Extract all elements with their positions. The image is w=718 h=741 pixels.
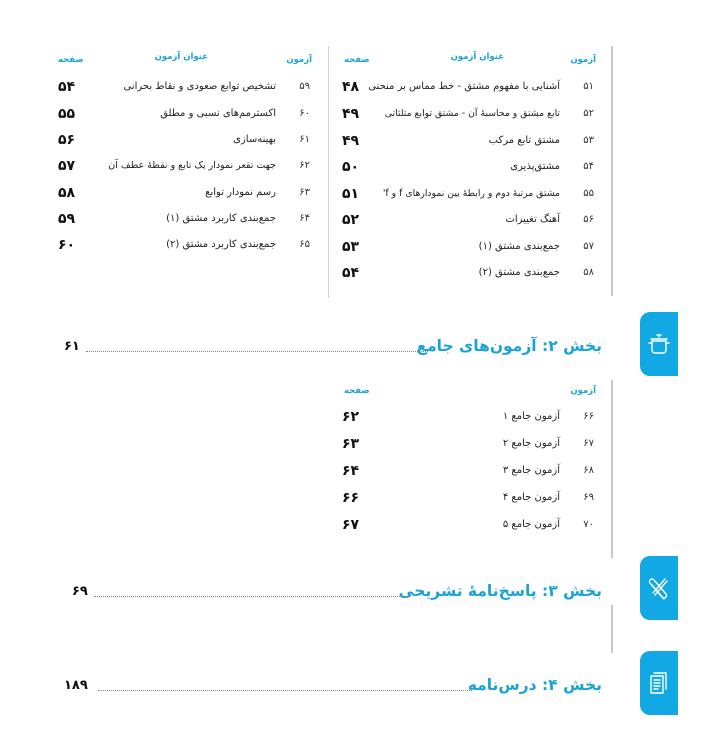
section2-tab[interactable] — [640, 312, 678, 376]
test-number: ۶۷ — [583, 438, 594, 449]
page-number: ۵۸ — [58, 185, 76, 201]
table-row[interactable] — [342, 438, 594, 462]
table-row[interactable] — [342, 161, 594, 185]
test-number: ۶۱ — [299, 134, 310, 145]
page-number: ۵۶ — [58, 132, 76, 148]
test-title: مشتق‌پذیری — [510, 161, 560, 172]
test-number: ۶۳ — [299, 187, 310, 198]
page-number: ۴۸ — [342, 79, 360, 95]
table-row[interactable] — [58, 160, 310, 184]
test-title: جمع‌بندی کاربرد مشتق (۱) — [166, 213, 276, 224]
test-number: ۵۷ — [583, 241, 594, 252]
test-number: ۵۶ — [583, 214, 594, 225]
page-number: ۵۲ — [342, 212, 360, 228]
section4-page-number: ۱۸۹ — [64, 678, 88, 693]
page-number: ۵۳ — [342, 239, 360, 255]
table-row[interactable] — [342, 492, 594, 516]
test-title: تابع مشتق و محاسبهٔ آن - مشتق توابع مثلثاتی — [384, 108, 560, 119]
page-number: ۶۰ — [58, 237, 76, 253]
page-number: ۶۴ — [342, 463, 360, 479]
test-number: ۷۰ — [583, 519, 594, 530]
table-row[interactable] — [342, 411, 594, 435]
right-margin-line-bottom — [611, 605, 613, 653]
left-col-page-header: صفحه — [58, 55, 84, 65]
test-title: آهنگ تغییرات — [505, 214, 560, 225]
test-number: ۵۴ — [583, 161, 594, 172]
page-number: ۵۱ — [342, 186, 360, 202]
table-row[interactable] — [58, 81, 310, 105]
page-number: ۴۹ — [342, 106, 360, 122]
test-title: مشتق تابع مرکب — [488, 135, 560, 146]
test-number: ۶۵ — [299, 239, 310, 250]
test-title: بهینه‌سازی — [233, 134, 276, 145]
page-number: ۶۳ — [342, 436, 360, 452]
section3-title[interactable]: بخش ۳: پاسخ‌نامهٔ تشریحی — [398, 582, 602, 600]
section4-title[interactable]: بخش ۴: درس‌نامه — [467, 676, 602, 694]
page-number: ۵۹ — [58, 211, 76, 227]
notes-icon — [646, 669, 672, 697]
page-number: ۶۷ — [342, 517, 360, 533]
scroll-icon — [645, 574, 673, 602]
section3-leader-dots — [94, 596, 410, 597]
section4-tab[interactable] — [640, 651, 678, 715]
test-number: ۶۲ — [299, 160, 310, 171]
test-title: آزمون جامع ۵ — [502, 519, 560, 530]
table-row[interactable] — [342, 465, 594, 489]
left-col-title-header: عنوان آزمون — [154, 52, 208, 62]
section3-page-number: ۶۹ — [72, 584, 88, 599]
table-row[interactable] — [342, 241, 594, 265]
test-number: ۵۵ — [583, 188, 594, 199]
right-col-num-header: آزمون — [570, 55, 596, 65]
table-row[interactable] — [342, 81, 594, 105]
page-number: ۵۴ — [342, 265, 360, 281]
test-title: جمع‌بندی مشتق (۱) — [478, 241, 560, 252]
table-row[interactable] — [58, 187, 310, 211]
test-title: اکسترمم‌های نسبی و مطلق — [160, 108, 276, 119]
test-title: آزمون جامع ۴ — [502, 492, 560, 503]
column-divider — [328, 46, 329, 298]
test-title: آزمون جامع ۳ — [502, 465, 560, 476]
test-title: آشنایی با مفهوم مشتق - خط مماس بر منحنی — [368, 81, 560, 92]
test-number: ۶۰ — [299, 108, 310, 119]
pot-icon — [646, 331, 672, 357]
test-number: ۵۳ — [583, 135, 594, 146]
right-col-title-header: عنوان آزمون — [450, 52, 504, 62]
page-number: ۶۲ — [342, 409, 360, 425]
test-number: ۶۶ — [583, 411, 594, 422]
table-row[interactable] — [342, 135, 594, 159]
test-number: ۵۹ — [299, 81, 310, 92]
page-number: ۴۹ — [342, 133, 360, 149]
table-row[interactable] — [58, 239, 310, 263]
section2-page-number: ۶۱ — [64, 339, 80, 354]
test-number: ۵۲ — [583, 108, 594, 119]
section2-col-num-header: آزمون — [570, 386, 596, 396]
table-row[interactable] — [58, 108, 310, 132]
table-row[interactable] — [342, 214, 594, 238]
page-number: ۶۶ — [342, 490, 360, 506]
table-row[interactable] — [58, 134, 310, 158]
page-number: ۵۴ — [58, 79, 76, 95]
test-number: ۶۹ — [583, 492, 594, 503]
table-row[interactable] — [342, 267, 594, 291]
section3-tab[interactable] — [640, 556, 678, 620]
test-number: ۵۱ — [583, 81, 594, 92]
page-number: ۵۷ — [58, 158, 76, 174]
test-title: آزمون جامع ۱ — [502, 411, 560, 422]
page-number: ۵۰ — [342, 159, 360, 175]
test-title: تشخیص توابع صعودی و نقاط بحرانی — [123, 81, 276, 92]
table-row[interactable] — [58, 213, 310, 237]
section2-title[interactable]: بخش ۲: آزمون‌های جامع — [416, 337, 602, 355]
test-title: جمع‌بندی کاربرد مشتق (۲) — [166, 239, 276, 250]
test-number: ۵۸ — [583, 267, 594, 278]
right-col-page-header: صفحه — [344, 55, 370, 65]
page-number: ۵۵ — [58, 106, 76, 122]
section2-leader-dots — [86, 351, 428, 352]
test-title: جهت تقعر نمودار یک تابع و نقطهٔ عطف آن — [108, 160, 276, 171]
table-row[interactable] — [342, 519, 594, 543]
test-title: مشتق مرتبهٔ دوم و رابطهٔ بین نمودارهای f و f' — [382, 188, 560, 199]
section4-leader-dots — [98, 690, 472, 691]
test-number: ۶۴ — [299, 213, 310, 224]
table-row[interactable] — [342, 108, 594, 132]
section2-col-page-header: صفحه — [344, 386, 370, 396]
test-number: ۶۸ — [583, 465, 594, 476]
left-col-num-header: آزمون — [286, 55, 312, 65]
right-margin-line — [611, 46, 613, 296]
table-row[interactable] — [342, 188, 594, 212]
test-title: رسم نمودار توابع — [205, 187, 276, 198]
test-title: جمع‌بندی مشتق (۲) — [478, 267, 560, 278]
right-margin-line-lower — [611, 380, 613, 558]
test-title: آزمون جامع ۲ — [502, 438, 560, 449]
